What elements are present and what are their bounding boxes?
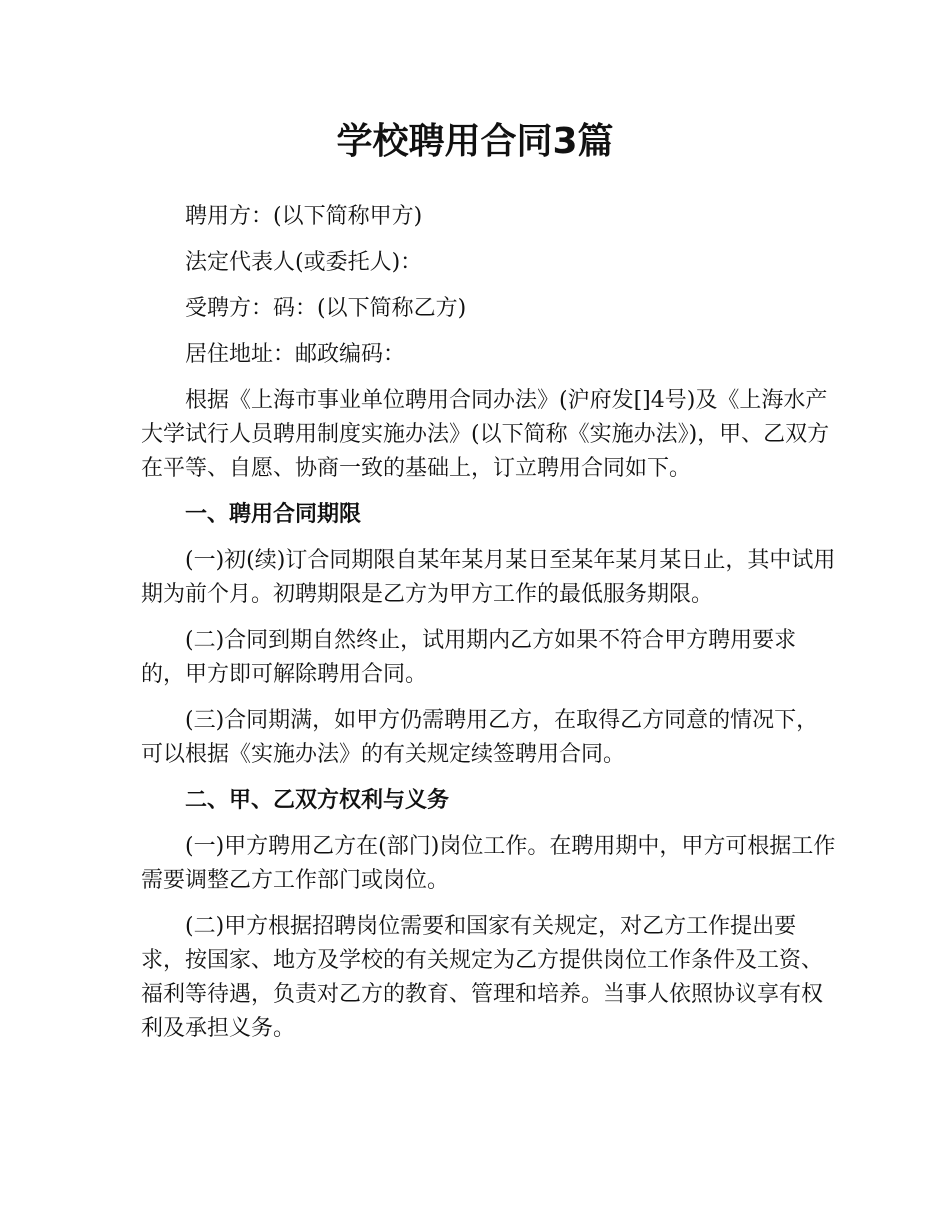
term-clause-3: (三)合同期满，如甲方仍需聘用乙方，在取得乙方同意的情况下，可以根据《实施办法》的有关规定续签聘用合同。 xyxy=(141,708,819,767)
section-heading-term: 一、聘用合同期限 xyxy=(185,502,362,527)
party-b-line: 受聘方：码：(以下简称乙方) xyxy=(185,296,467,321)
document-title: 学校聘用合同3篇 xyxy=(336,121,614,162)
preamble-paragraph: 根据《上海市事业单位聘用合同办法》(沪府发[]4号)及《上海水产大学试行人员聘用制度实施办法》(以下简称《实施办法》)，甲、乙双方在平等、自愿、协商一致的基础上，订立聘用合同如下。 xyxy=(141,388,830,481)
legal-representative-line: 法定代表人(或委托人)： xyxy=(185,250,423,275)
party-a-line: 聘用方：(以下简称甲方) xyxy=(185,204,423,229)
term-clause-2: (二)合同到期自然终止，试用期内乙方如果不符合甲方聘用要求的，甲方即可解除聘用合同。 xyxy=(141,628,797,687)
document-body xyxy=(141,200,837,1058)
term-clause-1: (一)初(续)订合同期限自某年某月某日至某年某月某日止，其中试用期为前个月。初聘期限是乙方为甲方工作的最低服务期限。 xyxy=(141,548,836,607)
rights-clause-1: (一)甲方聘用乙方在(部门)岗位工作。在聘用期中，甲方可根据工作需要调整乙方工作部门或岗位。 xyxy=(141,834,836,893)
section-heading-rights: 二、甲、乙双方权利与义务 xyxy=(185,788,450,813)
rights-clause-2: (二)甲方根据招聘岗位需要和国家有关规定，对乙方工作提出要求，按国家、地方及学校的有关规定为乙方提供岗位工作条件及工资、福利等待遇，负责对乙方的教育、管理和培养。当事人依照协议享有权利及承担义务。 xyxy=(141,914,824,1041)
address-line: 居住地址：邮政编码： xyxy=(185,342,406,367)
